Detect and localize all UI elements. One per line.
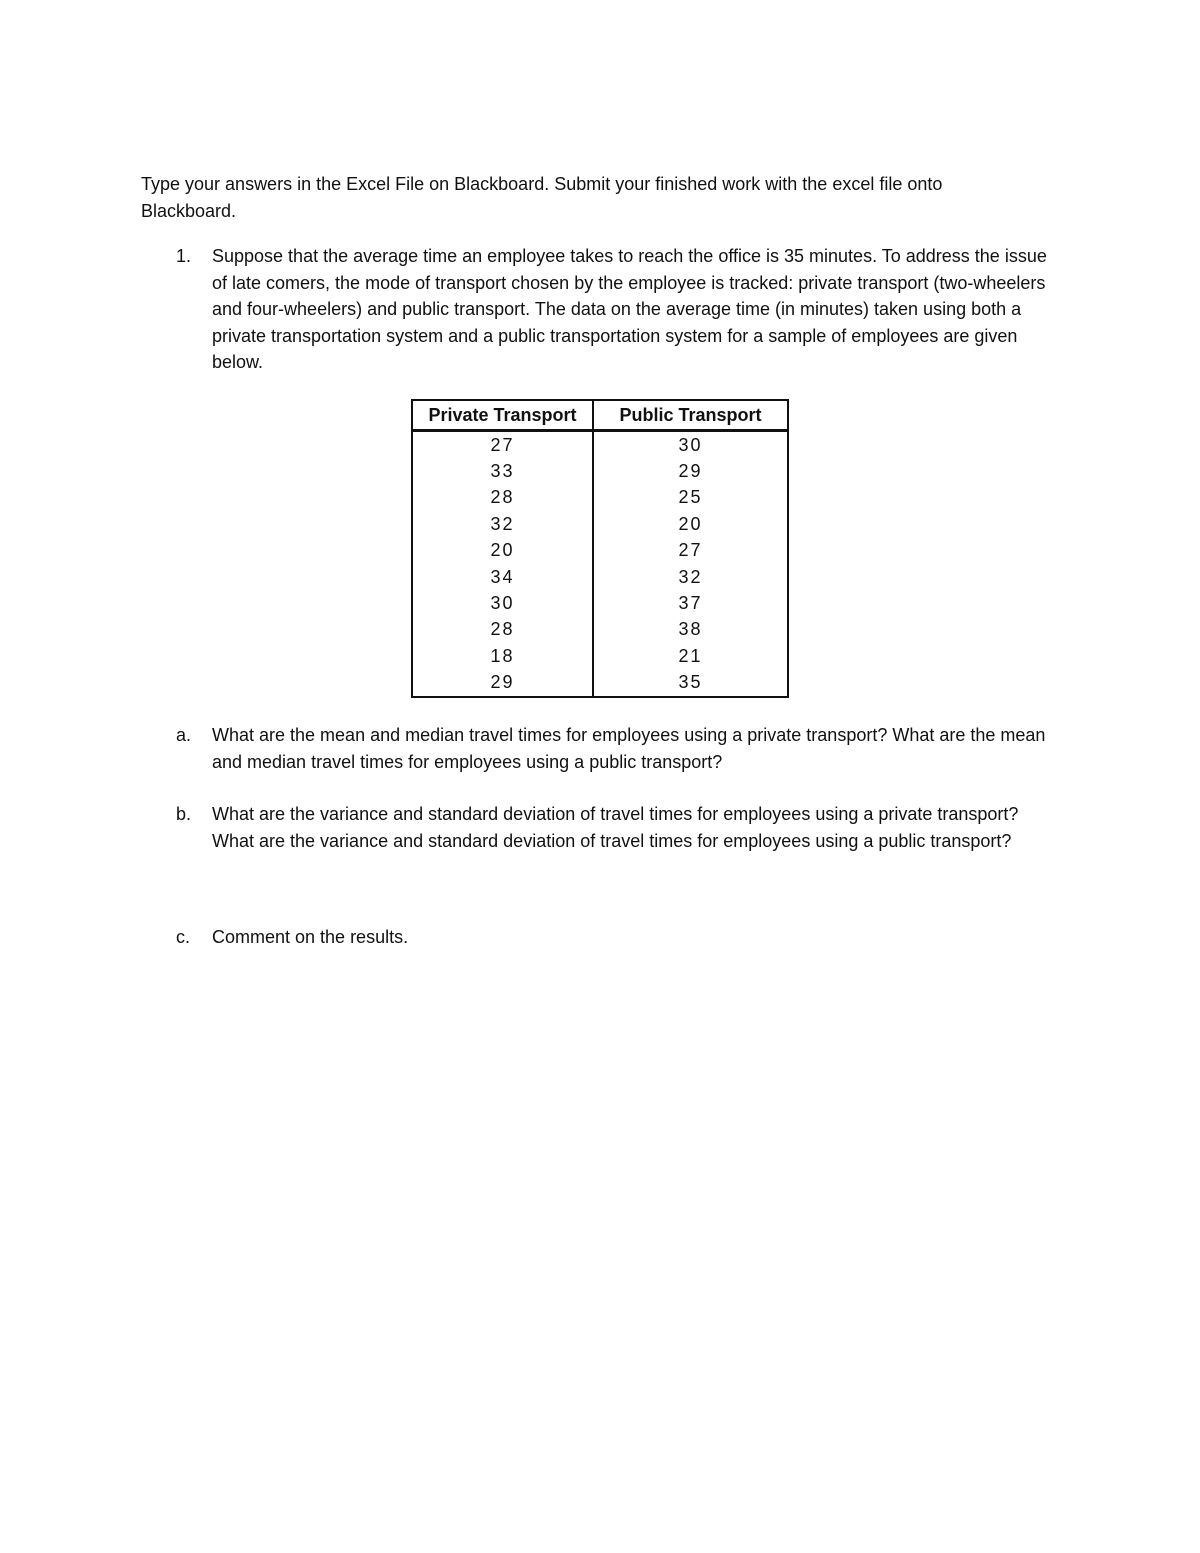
sub-question-c-text: Comment on the results. bbox=[212, 927, 409, 947]
cell-private: 29 bbox=[412, 670, 593, 697]
cell-private: 28 bbox=[412, 617, 593, 643]
cell-private: 34 bbox=[412, 564, 593, 590]
cell-public: 32 bbox=[593, 564, 788, 590]
cell-private: 33 bbox=[412, 458, 593, 484]
cell-public: 37 bbox=[593, 590, 788, 616]
table-row bbox=[412, 590, 788, 616]
cell-public: 30 bbox=[593, 431, 788, 459]
cell-private: 30 bbox=[412, 590, 593, 616]
table-row bbox=[412, 485, 788, 511]
cell-public: 20 bbox=[593, 511, 788, 537]
sub-question-b-text: What are the variance and standard deviation of travel times for employees using a private transport? What are the variance and standard deviation of travel times for employees using a public transport? bbox=[212, 804, 1019, 851]
cell-public: 38 bbox=[593, 617, 788, 643]
header-private-transport: Private Transport bbox=[412, 400, 593, 431]
table-row bbox=[412, 617, 788, 643]
instructions-paragraph: Type your answers in the Excel File on Blackboard. Submit your finished work with the excel file onto Blackboard. bbox=[141, 174, 943, 221]
table-row bbox=[412, 564, 788, 590]
cell-public: 35 bbox=[593, 670, 788, 697]
cell-public: 27 bbox=[593, 538, 788, 564]
cell-private: 32 bbox=[412, 511, 593, 537]
cell-public: 21 bbox=[593, 643, 788, 669]
cell-private: 18 bbox=[412, 643, 593, 669]
sub-question-a-text: What are the mean and median travel times for employees using a private transport? What are the mean and median travel times for employees using a public transport? bbox=[212, 725, 1046, 772]
question-1-text: Suppose that the average time an employee takes to reach the office is 35 minutes. To address the issue of late comers, the mode of transport chosen by the employee is tracked: private transport (two-wheelers and four-wheelers) and public transport. The data on the average time (in minutes) taken using both a private transportation system and a public transportation system for a sample of employees are given below. bbox=[212, 246, 1047, 372]
table-row bbox=[412, 538, 788, 564]
table-row bbox=[412, 511, 788, 537]
transport-data-table bbox=[411, 399, 789, 698]
sub-question-a-marker: a. bbox=[176, 725, 192, 745]
sub-question-c-marker: c. bbox=[176, 927, 191, 947]
cell-public: 25 bbox=[593, 485, 788, 511]
table-row bbox=[412, 458, 788, 484]
table-header-row bbox=[412, 400, 788, 431]
question-1-number: 1. bbox=[176, 246, 192, 266]
header-public-transport: Public Transport bbox=[593, 400, 788, 431]
cell-private: 27 bbox=[412, 431, 593, 459]
table-row bbox=[412, 670, 788, 697]
cell-private: 28 bbox=[412, 485, 593, 511]
table-row bbox=[412, 643, 788, 669]
cell-public: 29 bbox=[593, 458, 788, 484]
sub-question-b-marker: b. bbox=[176, 804, 192, 824]
cell-private: 20 bbox=[412, 538, 593, 564]
table-row bbox=[412, 431, 788, 459]
